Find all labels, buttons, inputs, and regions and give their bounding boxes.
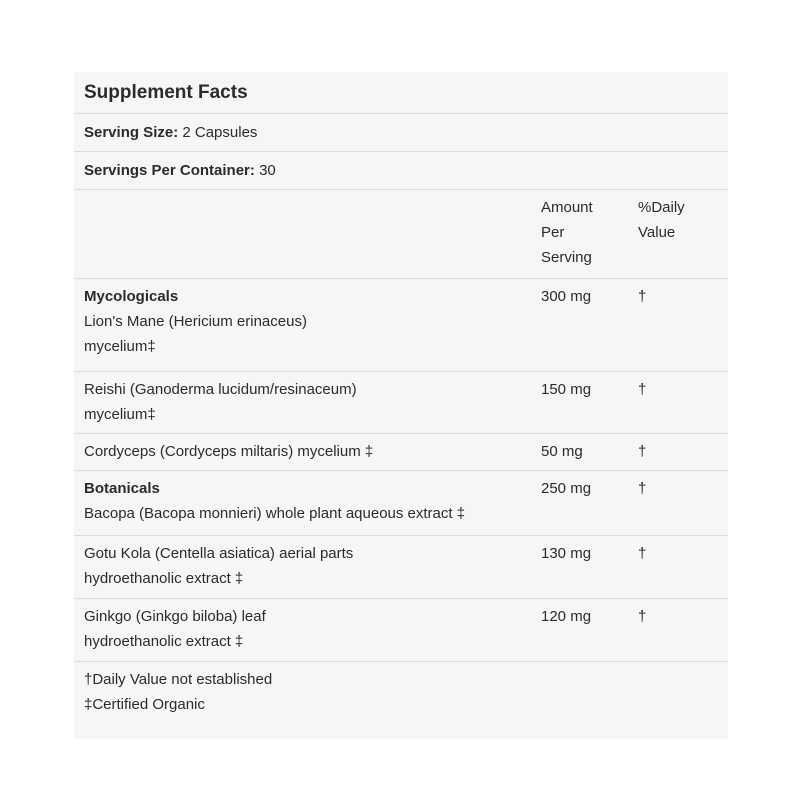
ingredient-row xyxy=(74,434,728,471)
servings-per-container-row xyxy=(74,152,728,190)
ingredient-cell xyxy=(74,279,531,371)
ingredient-row xyxy=(74,279,728,372)
footnote: ‡Certified Organic xyxy=(84,696,205,713)
footnotes xyxy=(74,662,728,739)
amount-header-line: Amount xyxy=(541,199,593,216)
daily-value-cell: † xyxy=(638,443,647,460)
ingredient-row xyxy=(74,536,728,599)
amount-cell: 250 mg xyxy=(541,480,592,497)
daily-value-header-line: Value xyxy=(638,224,676,241)
serving-size-row xyxy=(74,114,728,152)
supplement-facts-panel xyxy=(74,72,728,739)
amount-cell: 130 mg xyxy=(541,545,592,562)
ingredient-line: mycelium‡ xyxy=(84,338,156,355)
ingredient-line: Reishi (Ganoderma lucidum/resinaceum) xyxy=(84,381,357,398)
ingredient-line: hydroethanolic extract ‡ xyxy=(84,633,244,650)
ingredient-line: mycelium‡ xyxy=(84,406,156,423)
daily-value-cell: † xyxy=(638,381,647,398)
amount-header-line: Serving xyxy=(541,249,592,266)
amount-header-line: Per xyxy=(541,224,565,241)
ingredient-row xyxy=(74,471,728,536)
daily-value-cell: † xyxy=(638,608,647,625)
ingredient-line: Gotu Kola (Centella asiatica) aerial parts xyxy=(84,545,354,562)
ingredient-cell xyxy=(74,536,531,598)
serving-size-value: 2 Capsules xyxy=(182,124,258,141)
ingredient-column-header xyxy=(74,190,531,278)
daily-value-cell: † xyxy=(638,288,647,305)
daily-value-cell: † xyxy=(638,480,647,497)
amount-cell: 120 mg xyxy=(541,608,592,625)
ingredient-cell xyxy=(74,434,531,470)
ingredient-row xyxy=(74,599,728,662)
serving-size-label: Serving Size: xyxy=(84,124,179,141)
ingredient-line: Bacopa (Bacopa monnieri) whole plant aqueous extract ‡ xyxy=(84,505,466,522)
servings-per-container-label: Servings Per Container: xyxy=(84,162,255,179)
ingredient-cell xyxy=(74,599,531,661)
ingredient-line: Cordyceps (Cordyceps miltaris) mycelium ‡ xyxy=(84,443,374,460)
footnote: †Daily Value not established xyxy=(84,671,273,688)
category-heading: Botanicals xyxy=(84,480,160,497)
ingredient-line: Ginkgo (Ginkgo biloba) leaf xyxy=(84,608,266,625)
amount-cell: 300 mg xyxy=(541,288,592,305)
daily-value-cell: † xyxy=(638,545,647,562)
daily-value-header-line: %Daily xyxy=(638,199,685,216)
amount-cell: 50 mg xyxy=(541,443,583,460)
daily-value-column-header xyxy=(628,190,728,278)
ingredient-line: hydroethanolic extract ‡ xyxy=(84,570,244,587)
category-heading: Mycologicals xyxy=(84,288,179,305)
ingredient-cell xyxy=(74,471,531,535)
ingredient-row xyxy=(74,372,728,434)
ingredient-cell xyxy=(74,372,531,433)
amount-cell: 150 mg xyxy=(541,381,592,398)
ingredient-line: Lion's Mane (Hericium erinaceus) xyxy=(84,313,307,330)
panel-title: Supplement Facts xyxy=(74,72,728,114)
servings-per-container-value: 30 xyxy=(259,162,276,179)
amount-column-header xyxy=(531,190,628,278)
column-header-row xyxy=(74,190,728,279)
